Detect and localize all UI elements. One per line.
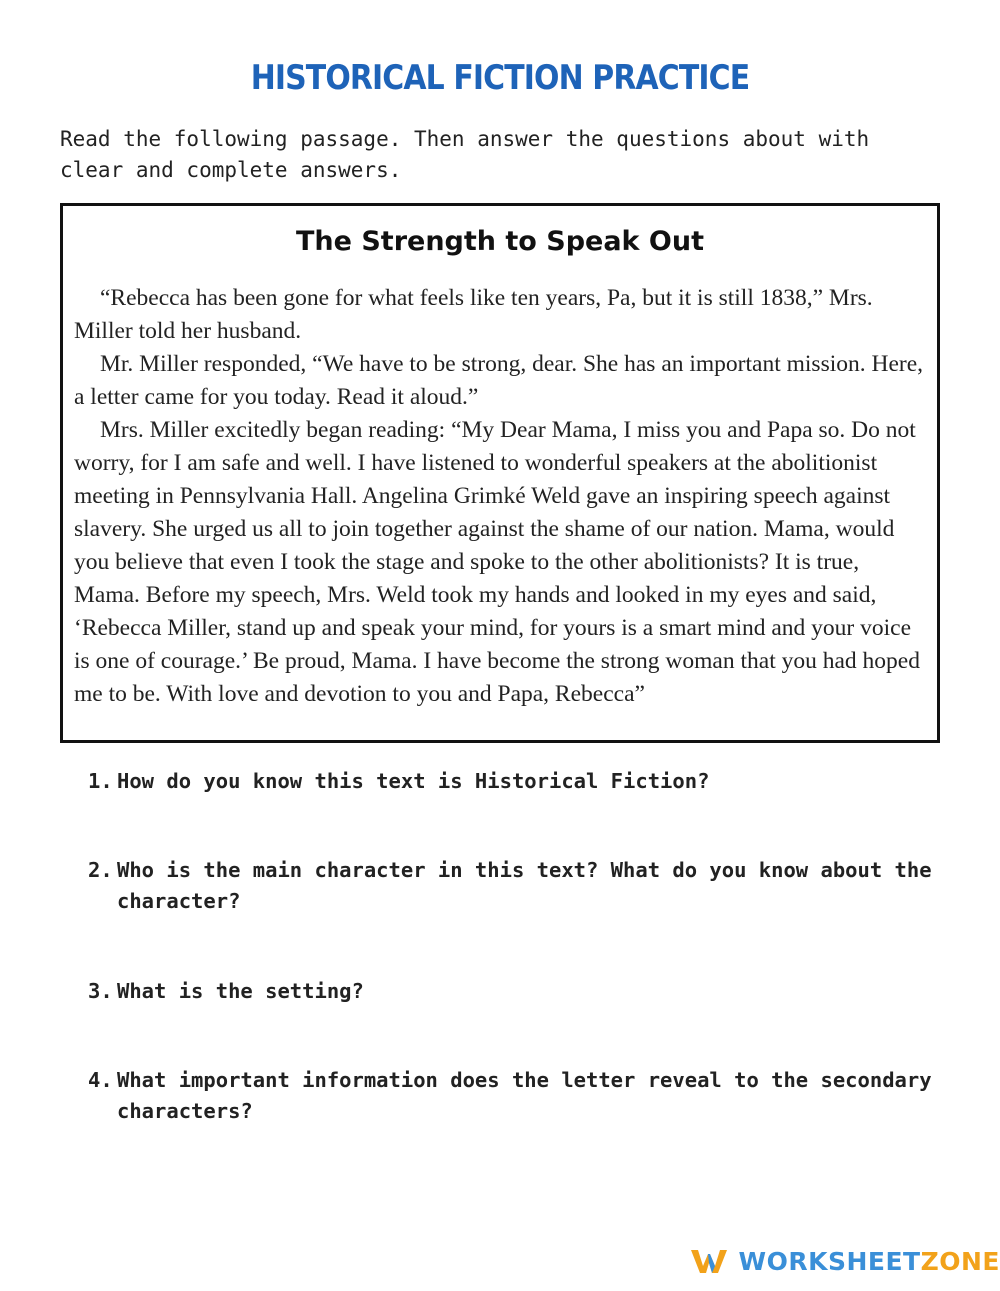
passage-body	[74, 282, 926, 711]
watermark-brand-part2: ZONE	[920, 1246, 1000, 1276]
worksheetzone-watermark	[689, 1239, 1000, 1283]
question-item	[88, 976, 948, 1007]
passage-box	[60, 203, 940, 743]
question-text: What is the setting?	[117, 979, 364, 1003]
passage-paragraph: “Rebecca has been gone for what feels like ten years, Pa, but it is still 1838,” Mrs. Miller told her husband.	[74, 285, 873, 344]
instructions-text: Read the following passage. Then answer the questions about with clear and complete answers.	[60, 127, 870, 182]
passage-paragraph: Mrs. Miller excitedly began reading: “My Dear Mama, I miss you and Papa so. Do not worry, for I am safe and well. I have listened to wonderful speakers at the abolitionist meeting in Pennsylvania Hall. Angelina Grimké Weld gave an inspiring speech against slavery. She urged us all to join together against the shame of our nation. Mama, would you believe that even I took the stage and spoke to the other abolitionists? It is true, Mama. Before my speech, Mrs. Weld took my hands and looked in my eyes and said, ‘Rebecca Miller, stand up and speak your mind, for yours is a smart mind and your voice is one of courage.’ Be proud, Mama. I have become the strong woman that you had hoped me to be. With love and devotion to you and Papa, Rebecca”	[74, 417, 920, 707]
question-text: What important information does the letter reveal to the secondary characters?	[117, 1068, 932, 1123]
question-number: 1.	[88, 769, 113, 793]
watermark-brand-part1: WORKSHEET	[738, 1246, 921, 1276]
passage-paragraph: Mr. Miller responded, “We have to be strong, dear. She has an important mission. Here, a letter came for you today. Read it aloud.”	[74, 351, 924, 410]
question-item	[88, 766, 948, 797]
page-title: HISTORICAL FICTION PRACTICE	[250, 58, 750, 98]
worksheetzone-w-logo-icon	[689, 1246, 729, 1276]
question-item	[88, 855, 948, 917]
passage-title: The Strength to Speak Out	[295, 226, 704, 257]
question-item	[88, 1065, 948, 1127]
question-text: Who is the main character in this text? What do you know about the character?	[117, 858, 932, 913]
watermark-brand	[739, 1247, 1000, 1276]
question-number: 3.	[88, 979, 113, 1003]
question-number: 4.	[88, 1068, 113, 1092]
question-text: How do you know this text is Historical Fiction?	[117, 769, 710, 793]
question-number: 2.	[88, 858, 113, 882]
